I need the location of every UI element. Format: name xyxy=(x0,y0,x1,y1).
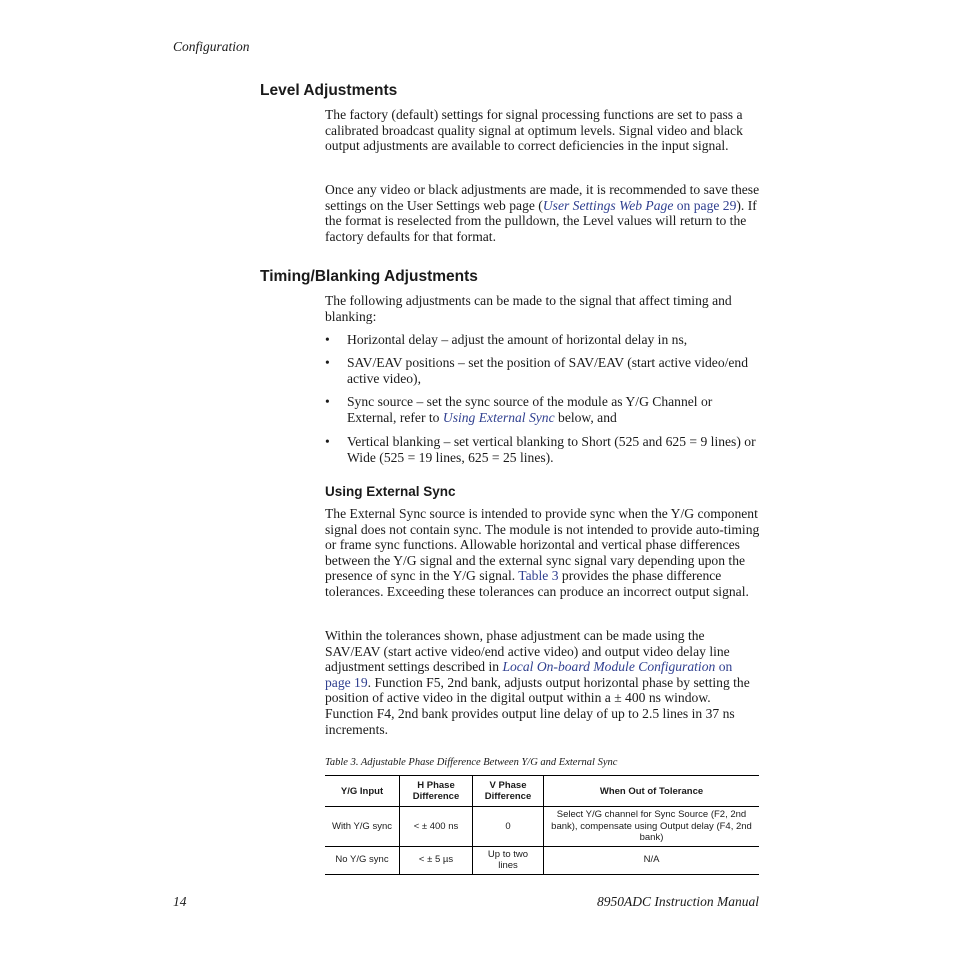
level-p2-text-b: ). If the format is reselected from the pulldown, the Level values will return to the factory defaults for that format. xyxy=(325,197,757,244)
using-external-sync-link[interactable]: Using External Sync xyxy=(442,409,555,425)
bullet-text xyxy=(347,394,761,425)
table-cell: Select Y/G channel for Sync Source (F2, 2nd bank), compensate using Output delay (F4, 2nd bank) xyxy=(544,807,760,847)
bullet-marker: • xyxy=(325,332,330,347)
bullet-item xyxy=(325,434,761,465)
local-config-page-link[interactable]: on page 19 xyxy=(325,659,733,690)
col-header-yg-input: Y/G Input xyxy=(325,776,400,807)
heading-level-adjustments: Level Adjustments xyxy=(260,82,398,99)
level-paragraph-1 xyxy=(325,107,761,154)
sync-paragraph-2 xyxy=(325,628,761,737)
manual-title: 8950ADC Instruction Manual xyxy=(597,894,759,909)
table-cell: < ± 5 µs xyxy=(400,846,473,874)
level-paragraph-2 xyxy=(325,182,761,244)
table-cell: N/A xyxy=(544,846,760,874)
level-p1-text: The factory (default) settings for signal processing functions are set to pass a calibrated broadcast quality signal at optimum levels. Signal video and black output adjustments are available to correct deficiencies in the input signal. xyxy=(325,107,743,154)
table-cell: With Y/G sync xyxy=(325,807,400,847)
sync-paragraph-1 xyxy=(325,506,761,600)
col-header-out-of-tolerance: When Out of Tolerance xyxy=(544,776,760,807)
bullet-item xyxy=(325,355,761,386)
sync-p1-text-a: The External Sync source is intended to provide sync when the Y/G component signal does not contain sync. The module is not intended to provide auto-timing or frame sync functions. Allowable horizontal and vertical phase differences between the Y/G signal and the external sync signal vary depending upon the presence of sync in the Y/G signal. xyxy=(325,506,760,584)
table-row xyxy=(325,846,759,874)
table-row xyxy=(325,807,759,847)
col-header-v-phase: V Phase Difference xyxy=(473,776,544,807)
bullet-item xyxy=(325,394,761,425)
timing-intro: The following adjustments can be made to the signal that affect timing and blanking: xyxy=(325,293,732,324)
table-caption: Table 3. Adjustable Phase Difference Between Y/G and External Sync xyxy=(325,757,618,768)
table-3-link[interactable]: Table 3 xyxy=(518,568,559,584)
table-cell: No Y/G sync xyxy=(325,846,400,874)
bullet-item xyxy=(325,332,761,348)
table-cell: Up to two lines xyxy=(473,846,544,874)
user-settings-link[interactable]: User Settings Web Page xyxy=(542,197,674,213)
level-p2-text-a: Once any video or black adjustments are made, it is recommended to save these settings on the User Settings web page ( xyxy=(325,182,760,213)
sync-p1-text-b: provides the phase difference tolerances. Exceeding these tolerances can produce an incorrect output signal. xyxy=(325,568,749,599)
phase-difference-table xyxy=(325,775,759,875)
bullet-3-text-b: below, and xyxy=(554,409,617,425)
sync-p2-text-a: Within the tolerances shown, phase adjustment can be made using the SAV/EAV (start active video/end active video) and output video delay line adjustment settings described in xyxy=(325,628,730,675)
bullet-text: Horizontal delay – adjust the amount of horizontal delay in ns, xyxy=(347,332,688,347)
local-config-link[interactable]: Local On-board Module Configuration xyxy=(502,659,716,675)
table-cell: < ± 400 ns xyxy=(400,807,473,847)
bullet-marker: • xyxy=(325,394,330,409)
heading-timing-blanking: Timing/Blanking Adjustments xyxy=(260,268,478,285)
heading-using-external-sync: Using External Sync xyxy=(325,484,456,499)
table-header-row xyxy=(325,776,759,807)
bullet-text: SAV/EAV positions – set the position of SAV/EAV (start active video/end active video), xyxy=(347,355,749,386)
table-cell: 0 xyxy=(473,807,544,847)
bullet-text: Vertical blanking – set vertical blanking to Short (525 and 625 = 9 lines) or Wide (525 = 19 lines, 625 = 25 lines). xyxy=(347,434,756,465)
running-header: Configuration xyxy=(173,39,250,54)
bullet-marker: • xyxy=(325,434,330,449)
sync-p2-text-b: . Function F5, 2nd bank, adjusts output horizontal phase by setting the position of active video in the digital output within a ± 400 ns window. Function F4, 2nd bank provides output line delay of up to 2.5 lines in 37 ns increments. xyxy=(325,674,750,737)
page-number: 14 xyxy=(173,894,187,909)
col-header-h-phase: H Phase Difference xyxy=(400,776,473,807)
bullet-3-text-a: Sync source – set the sync source of the module as Y/G Channel or External, refer to xyxy=(347,394,713,425)
bullet-marker: • xyxy=(325,355,330,370)
user-settings-page-link[interactable]: on page 29 xyxy=(673,197,737,213)
